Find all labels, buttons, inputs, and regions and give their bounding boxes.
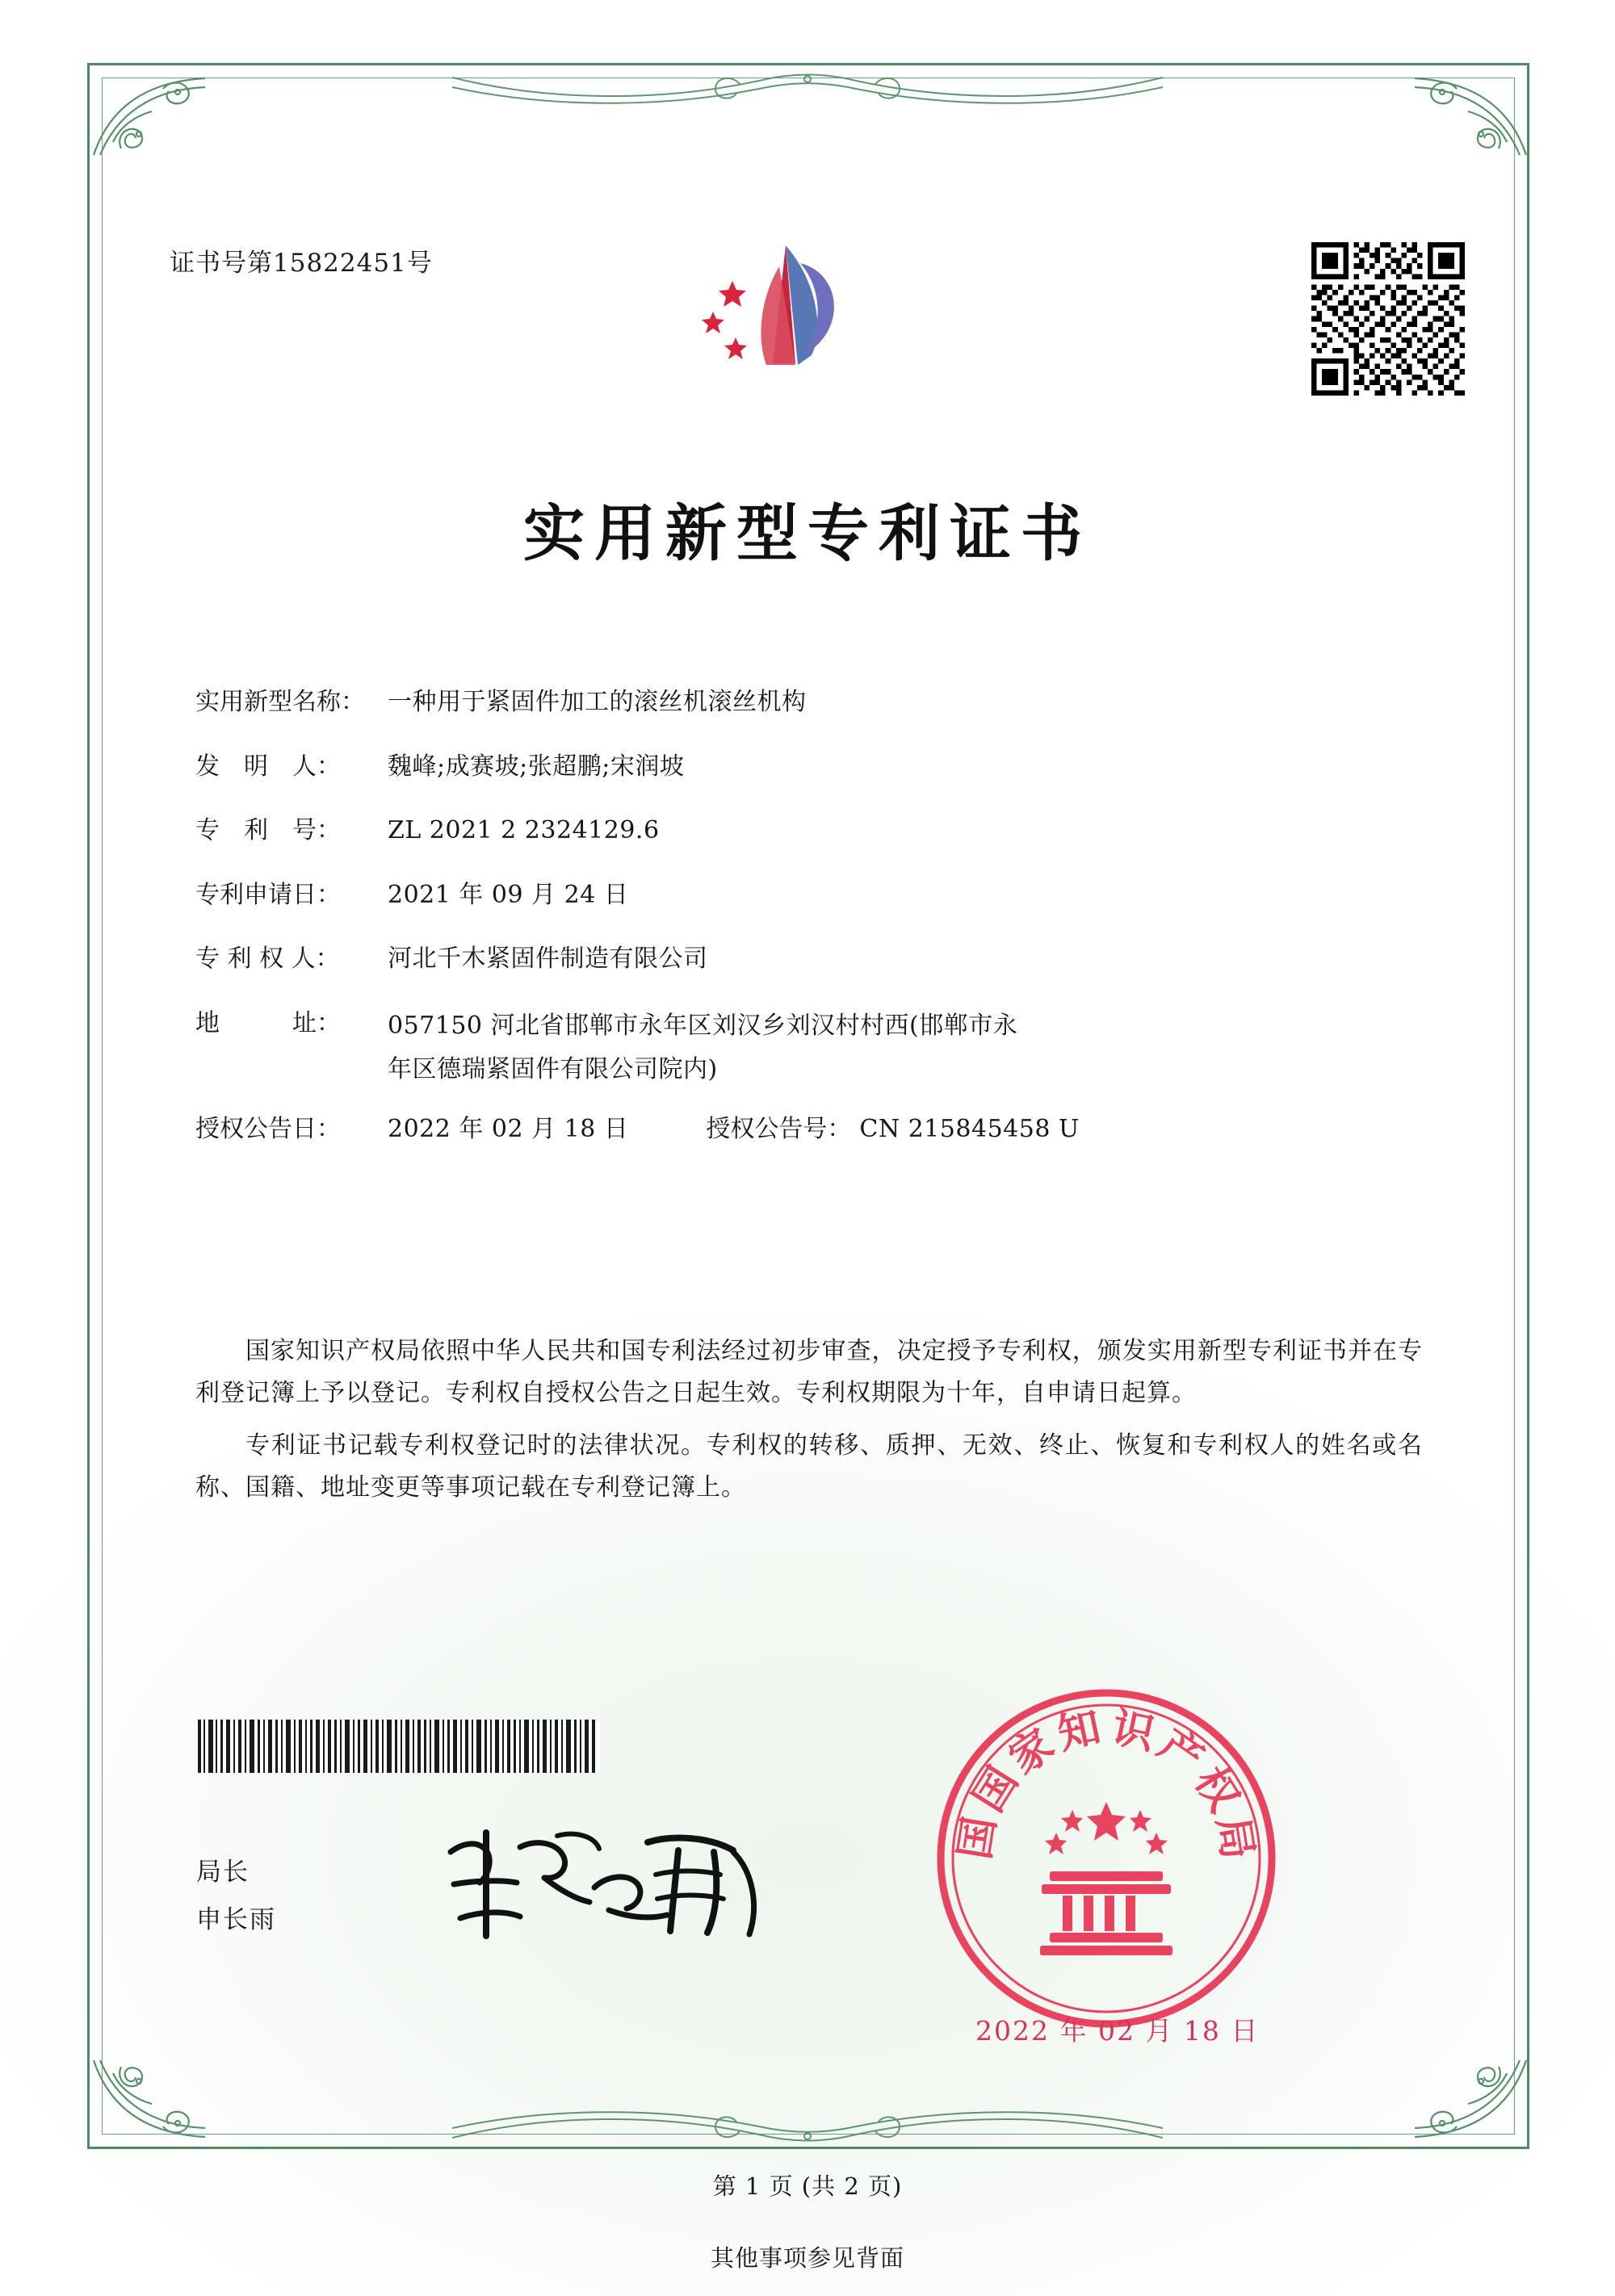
field-label-utility-model-name: 实用新型名称： — [195, 688, 365, 716]
bottom-edge-ornament-icon — [452, 2104, 1163, 2149]
svg-text:知: 知 — [1053, 1702, 1105, 1760]
svg-text:产: 产 — [1149, 1719, 1213, 1784]
svg-text:权: 权 — [1185, 1758, 1249, 1820]
field-label-patentee: 专 利 权 人： — [195, 945, 340, 973]
field-label-inventors: 发 明 人： — [195, 752, 341, 781]
legal-text-block — [195, 1330, 1423, 1519]
field-value-application-date: 2021 年 09 月 24 日 — [388, 880, 629, 909]
field-label-grant-date: 授权公告日： — [195, 1115, 341, 1143]
svg-text:国: 国 — [963, 1758, 1028, 1820]
field-row-patentee — [195, 943, 1423, 976]
field-label-address: 地 址： — [195, 1008, 341, 1037]
field-value-address-line1: 057150 河北省邯郸市永年区刘汉乡刘汉村村西(邯郸市永 — [388, 1011, 1018, 1040]
page-title: 实用新型专利证书 — [523, 497, 1092, 569]
legal-paragraph-2: 专利证书记载专利权登记时的法律状况。专利权的转移、质押、无效、终止、恢复和专利权人的姓名或名称、国籍、地址变更等事项记载在专利登记簿上。 — [195, 1431, 1423, 1502]
field-value-address-line2: 年区德瑞紧固件有限公司院内) — [388, 1054, 718, 1083]
top-edge-ornament-icon — [452, 66, 1163, 111]
field-row-address — [195, 1008, 1423, 1044]
svg-text:识: 识 — [1107, 1702, 1160, 1760]
signature-labels — [196, 1849, 276, 1944]
field-label-patent-number: 专 利 号： — [195, 816, 341, 844]
field-row-utility-model-name — [195, 686, 1423, 719]
certificate-fields — [195, 686, 1423, 1182]
field-row-application-date — [195, 879, 1423, 912]
back-side-note: 其他事项参见背面 — [710, 2244, 904, 2272]
page-indicator: 第 1 页 (共 2 页) — [712, 2172, 903, 2200]
certificate-number: 证书号第15822451号 — [170, 249, 433, 278]
seal-date: 2022 年 02 月 18 日 — [975, 2015, 1260, 2047]
qr-code-icon — [1311, 242, 1465, 396]
field-value-inventors: 魏峰;成赛坡;张超鹏;宋润坡 — [388, 752, 685, 781]
field-value-patent-number: ZL 2021 2 2324129.6 — [388, 816, 660, 844]
field-value-grant-date: 2022 年 02 月 18 日 — [388, 1115, 629, 1143]
svg-text:家: 家 — [1000, 1719, 1063, 1784]
director-role-label: 局长 — [196, 1858, 250, 1887]
official-seal — [929, 1681, 1284, 2036]
legal-paragraph-1: 国家知识产权局依照中华人民共和国专利法经过初步审查，决定授予专利权，颁发实用新型专利证书并在专利登记簿上予以登记。专利权自授权公告之日起生效。专利权期限为十年，自申请日起算。 — [195, 1337, 1423, 1407]
field-value-grant-number: CN 215845458 U — [859, 1115, 1080, 1143]
field-row-patent-number — [195, 815, 1423, 848]
field-value-utility-model-name: 一种用于紧固件加工的滚丝机滚丝机构 — [388, 688, 807, 716]
field-label-grant-number: 授权公告号： — [706, 1115, 852, 1143]
field-label-application-date: 专利申请日： — [195, 880, 341, 909]
field-row-inventors — [195, 751, 1423, 784]
barcode-icon — [196, 1720, 600, 1773]
handwritten-signature-icon — [436, 1815, 783, 1952]
field-row-grant — [195, 1113, 1423, 1146]
svg-text:国: 国 — [950, 1813, 1005, 1863]
svg-text:局: 局 — [1207, 1813, 1263, 1863]
field-value-patentee: 河北千木紧固件制造有限公司 — [388, 945, 708, 973]
director-name-label: 申长雨 — [196, 1904, 276, 1934]
cnipa-logo-icon — [682, 234, 876, 404]
